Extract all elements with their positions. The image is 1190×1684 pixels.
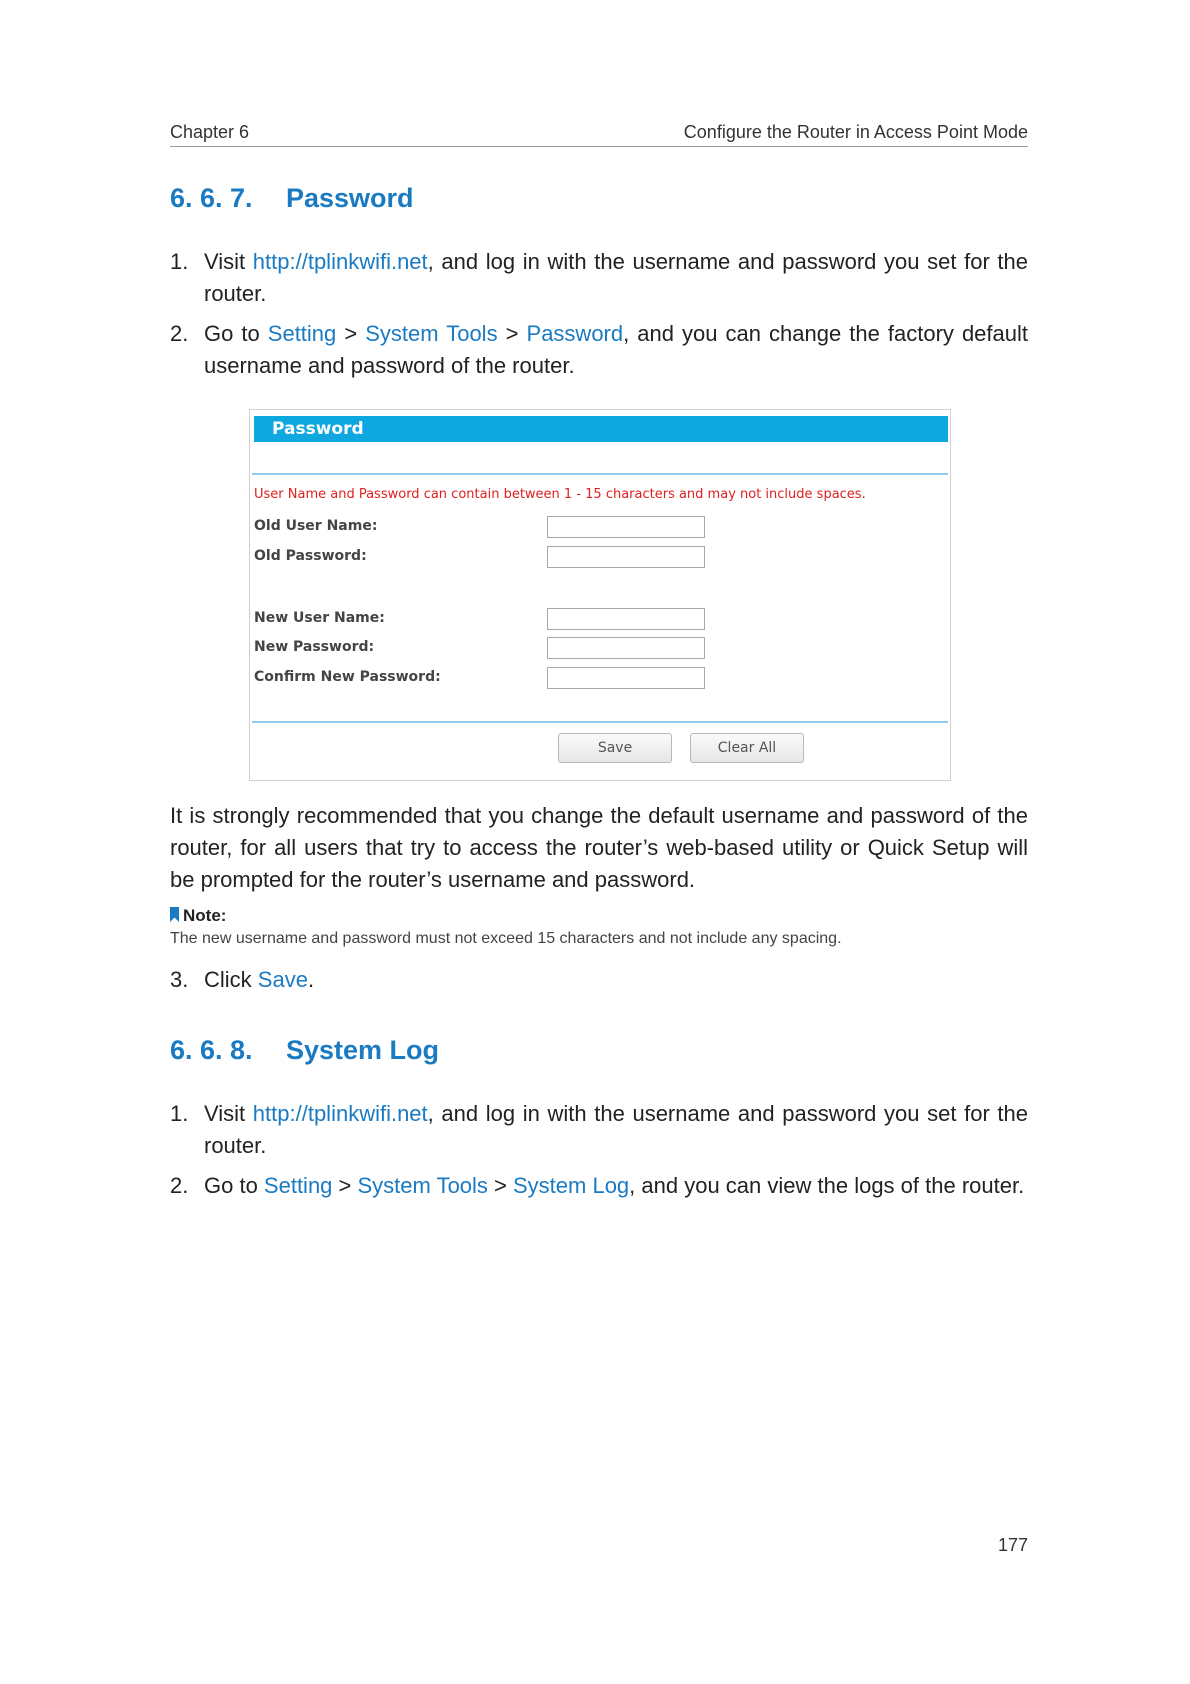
old-password-input[interactable] — [547, 546, 705, 568]
tplinkwifi-link[interactable]: http://tplinkwifi.net — [252, 249, 428, 274]
page-header — [170, 120, 1028, 147]
step-number: 1. — [170, 249, 189, 274]
section-title: System Log — [286, 1035, 440, 1065]
step-text: Go to Setting > System Tools > System Log, and you can view the logs of the router. — [204, 1173, 1025, 1198]
step-number: 3. — [170, 967, 189, 992]
save-link[interactable]: Save — [257, 967, 308, 992]
divider — [252, 473, 948, 475]
section-number: 6. 6. 7. — [170, 183, 253, 213]
chapter-label: Chapter 6 — [170, 122, 250, 142]
section-heading-password — [170, 183, 414, 214]
panel-title: Password — [254, 416, 948, 442]
menu-link-setting[interactable]: Setting — [267, 321, 337, 346]
new-password-input[interactable] — [547, 637, 705, 659]
confirm-password-input[interactable] — [547, 667, 705, 689]
menu-link-system-tools[interactable]: System Tools — [365, 321, 498, 346]
menu-link-system-log[interactable]: System Log — [513, 1173, 630, 1198]
password-rule-warning: User Name and Password can contain between 1 - 15 characters and may not include spaces. — [254, 487, 866, 502]
menu-link-system-tools[interactable]: System Tools — [357, 1173, 488, 1198]
old-password-label: Old Password: — [254, 548, 367, 564]
step-text: Go to Setting > System Tools > Password, and you can change the factory default username and password of the router. — [204, 321, 1028, 378]
clear-all-button[interactable]: Clear All — [690, 733, 804, 763]
divider — [252, 721, 948, 723]
bookmark-icon — [170, 907, 179, 922]
confirm-password-label: Confirm New Password: — [254, 669, 441, 685]
section-number: 6. 6. 8. — [170, 1035, 253, 1065]
section-heading-system-log — [170, 1035, 439, 1066]
step-text: Click Save. — [204, 967, 315, 992]
tplinkwifi-link[interactable]: http://tplinkwifi.net — [252, 1101, 428, 1126]
old-username-label: Old User Name: — [254, 518, 378, 534]
recommendation-paragraph: It is strongly recommended that you change the default username and password of the router, for all users that try to access the router’s web-based utility or Quick Setup will be prompted for the router’s username and password. — [170, 803, 1028, 892]
new-username-input[interactable] — [547, 608, 705, 630]
page-number: 177 — [997, 1535, 1028, 1555]
password-settings-panel — [249, 409, 951, 781]
note-text: The new username and password must not exceed 15 characters and not include any spacing. — [170, 930, 842, 947]
new-password-label: New Password: — [254, 639, 375, 655]
step-number: 2. — [170, 1173, 189, 1198]
step-number: 2. — [170, 321, 189, 346]
old-username-input[interactable] — [547, 516, 705, 538]
step-text: Visit http://tplinkwifi.net, and log in with the username and password you set for the router. — [204, 1101, 1028, 1158]
menu-link-setting[interactable]: Setting — [263, 1173, 333, 1198]
step-text: Visit http://tplinkwifi.net, and log in with the username and password you set for the router. — [204, 249, 1028, 306]
chapter-title: Configure the Router in Access Point Mode — [683, 122, 1028, 142]
menu-link-password[interactable]: Password — [526, 321, 624, 346]
note-heading: Note: — [170, 906, 226, 926]
new-username-label: New User Name: — [254, 610, 385, 626]
save-button[interactable]: Save — [558, 733, 672, 763]
section-title: Password — [286, 183, 414, 213]
step-number: 1. — [170, 1101, 189, 1126]
